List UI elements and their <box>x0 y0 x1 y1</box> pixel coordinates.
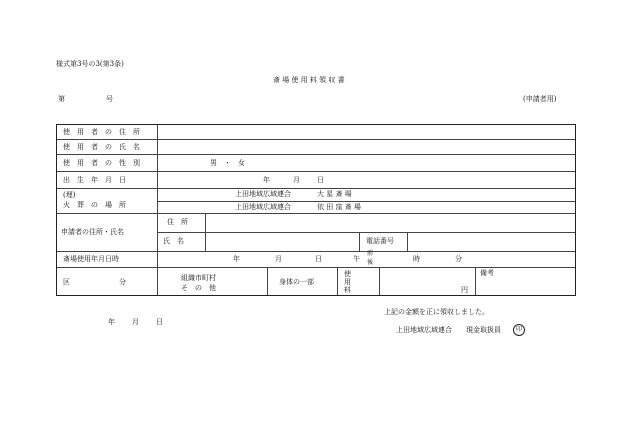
fee-label-char: 使 <box>344 270 351 278</box>
column-divider <box>157 125 158 295</box>
row-divider <box>57 251 575 252</box>
row-divider <box>57 154 575 155</box>
receipt-statement: 上記の金額を正に領収しました。 <box>384 308 489 316</box>
row-divider <box>57 171 575 172</box>
row-divider <box>157 232 575 233</box>
column-divider <box>407 232 408 251</box>
user-name-label: 使 用 者 の 氏 名 <box>63 143 140 151</box>
column-divider <box>205 213 206 251</box>
birth-day-unit: 日 <box>317 176 324 184</box>
category-option-body-part: 身体の一部 <box>279 278 314 286</box>
remarks-label: 備考 <box>480 269 494 277</box>
usage-minute-unit: 分 <box>455 255 462 263</box>
site1-name: 大 星 斎 場 <box>317 190 352 198</box>
column-divider <box>475 267 476 295</box>
row-divider <box>57 139 575 140</box>
column-divider <box>267 267 268 295</box>
issuer-title: 現金取扱員 <box>466 326 501 334</box>
receipt-table <box>56 124 576 296</box>
fee-unit: 円 <box>461 286 468 294</box>
site2-name: 依 田 窪 斎 場 <box>317 203 361 211</box>
issuer-org: 上田地域広域連合 <box>396 326 452 334</box>
number-prefix: 第 <box>58 95 65 103</box>
fee-label-char: 料 <box>344 286 351 294</box>
birth-year-unit: 年 <box>263 176 270 184</box>
column-divider <box>337 267 338 295</box>
usage-am-pm-label: 午 <box>353 255 360 263</box>
column-divider <box>359 232 360 251</box>
phone-label: 電話番号 <box>366 237 394 245</box>
usage-am-before: 前 <box>367 250 374 257</box>
site1-org: 上田地域広域連合 <box>235 190 291 198</box>
user-gender-label: 使 用 者 の 性 別 <box>63 159 140 167</box>
copy-type-label: (申請者用) <box>523 95 557 103</box>
category-option-other: そ の 他 <box>181 284 216 292</box>
site2-org: 上田地域広域連合 <box>235 203 291 211</box>
column-divider <box>379 267 380 295</box>
birth-date-label: 出 生 年 月 日 <box>63 176 126 184</box>
footer-date-day: 日 <box>156 318 163 326</box>
burial-prefix: (埋) <box>63 191 76 199</box>
usage-year-unit: 年 <box>233 255 240 263</box>
form-number: 様式第3号の3(第3条) <box>56 60 124 68</box>
row-divider <box>57 267 575 268</box>
birth-month-unit: 月 <box>293 176 300 184</box>
row-divider <box>157 201 575 202</box>
usage-date-label: 斎場使用年月日時 <box>63 255 119 263</box>
fee-label-char: 用 <box>344 278 351 286</box>
page-title: 斎 場 使 用 料 領 収 書 <box>273 76 345 84</box>
cremation-place-label: 火 葬 の 場 所 <box>63 201 126 209</box>
row-divider <box>57 188 575 189</box>
seal-icon: 印 <box>513 324 525 336</box>
row-divider <box>57 213 575 214</box>
number-suffix: 号 <box>106 95 113 103</box>
usage-day-unit: 日 <box>315 255 322 263</box>
applicant-label: 申請者の住所・氏名 <box>61 228 124 236</box>
usage-am-after: 後 <box>367 259 374 266</box>
applicant-name-label: 氏 名 <box>163 237 184 245</box>
usage-hour-unit: 時 <box>413 255 420 263</box>
user-address-label: 使 用 者 の 住 所 <box>63 128 140 136</box>
footer-date-month: 月 <box>132 318 139 326</box>
category-option-municipal: 組織市町村 <box>181 274 216 282</box>
gender-options: 男 ・ 女 <box>210 159 245 167</box>
footer-date-year: 年 <box>108 318 115 326</box>
category-label: 区 分 <box>63 278 126 286</box>
usage-month-unit: 月 <box>275 255 282 263</box>
applicant-address-label: 住 所 <box>167 218 188 226</box>
